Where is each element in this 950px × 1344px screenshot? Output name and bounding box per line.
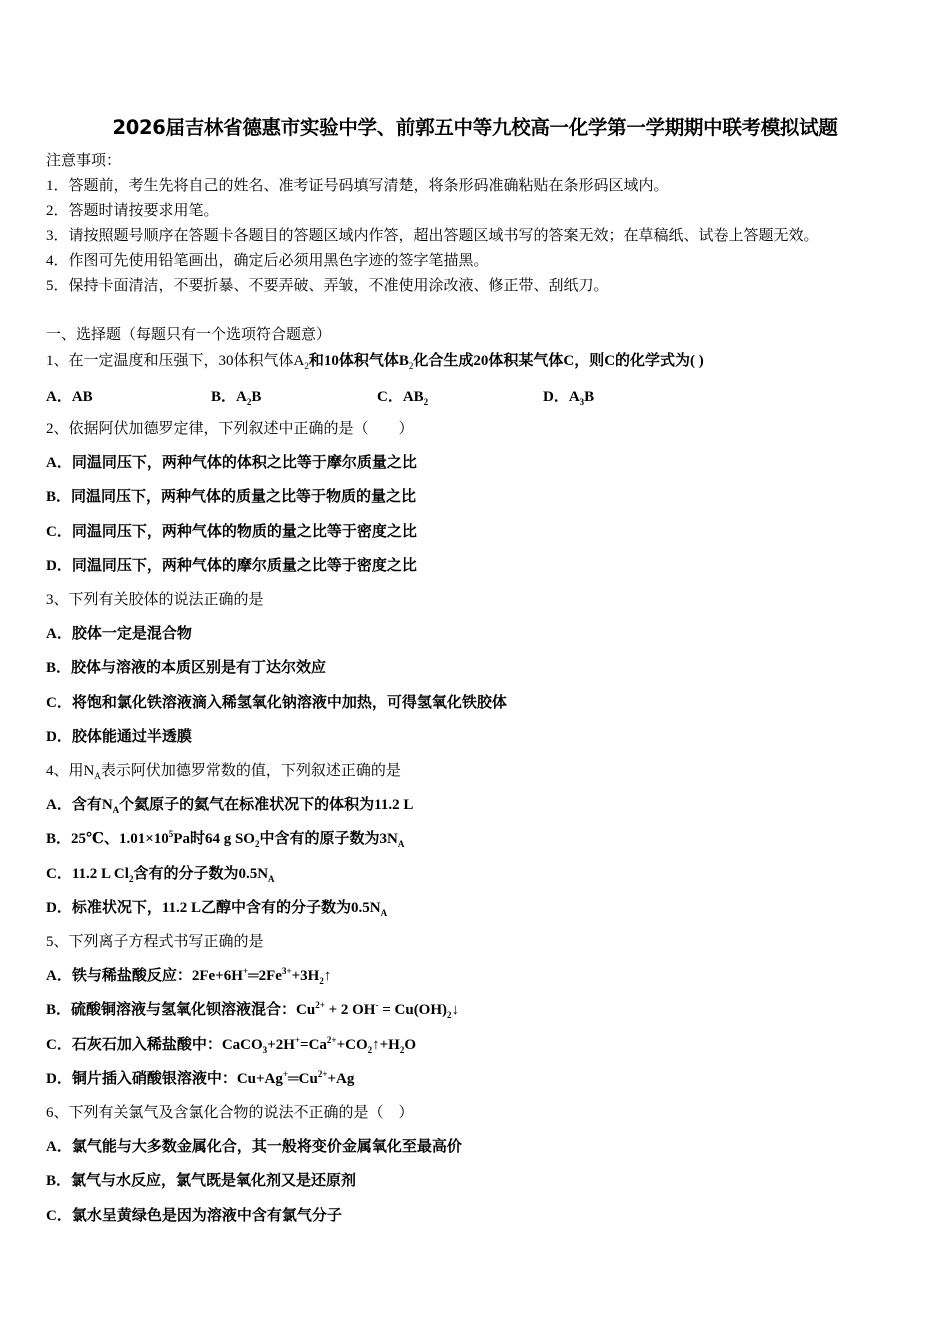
text-segment: +3H xyxy=(291,968,320,985)
text-segment: C．同温同压下，两种气体的物质的量之比等于密度之比 xyxy=(46,523,417,540)
note-item: 1．答题前，考生先将自己的姓名、准考证号码填写清楚，将条形码准确粘贴在条形码区域内。 xyxy=(46,178,669,194)
text-segment: 和10体积气体B xyxy=(308,353,409,369)
text-segment: 化合生成20体积某气体C，则C的化学式为( ) xyxy=(413,353,704,369)
text-segment: C．AB xyxy=(377,389,424,405)
question-stem xyxy=(46,761,401,781)
text-segment: = Cu(OH) xyxy=(378,1002,448,1019)
answer-option xyxy=(46,487,416,507)
text-segment: 表示阿伏加德罗常数的值，下列叙述正确的是 xyxy=(100,763,401,779)
text-segment: 中含有的原子数为3N xyxy=(259,831,398,848)
text-segment: Pa时64 g SO xyxy=(173,831,255,848)
subscript: 2 xyxy=(319,976,324,987)
text-segment: B．胶体与溶液的本质区别是有丁达尔效应 xyxy=(46,660,327,677)
text-segment: B xyxy=(584,389,595,405)
text-segment: O xyxy=(404,1036,417,1053)
supscript: + xyxy=(282,1068,289,1079)
text-segment: B．同温同压下，两种气体的质量之比等于物质的量之比 xyxy=(46,489,417,506)
note-item: 2．答题时请按要求用笔。 xyxy=(46,203,219,219)
text-segment: D．同温同压下，两种气体的摩尔质量之比等于密度之比 xyxy=(46,557,417,574)
supscript: 2+ xyxy=(317,1068,328,1079)
text-segment: ↑ xyxy=(323,968,332,985)
supscript: + xyxy=(294,1034,301,1045)
section-heading: 一、选择题（每题只有一个选项符合题意） xyxy=(46,327,332,343)
text-segment: B．A xyxy=(211,389,247,405)
text-segment: D．标准状况下，11.2 L乙醇中含有的分子数为0.5N xyxy=(46,899,381,916)
supscript: 2+ xyxy=(315,1000,325,1011)
text-segment: ↑+H xyxy=(372,1036,400,1053)
text-segment: =Ca xyxy=(300,1036,327,1053)
subscript: A xyxy=(112,805,120,816)
subscript: 3 xyxy=(262,1044,268,1055)
text-segment: C．将饱和氯化铁溶液滴入稀氢氧化钠溶液中加热，可得氢氧化铁胶体 xyxy=(46,694,507,711)
text-segment: A．胶体一定是混合物 xyxy=(46,626,192,643)
subscript: 2 xyxy=(254,839,260,850)
subscript: 2 xyxy=(304,361,309,371)
answer-option xyxy=(46,693,507,713)
answer-option xyxy=(46,966,331,986)
text-segment: A．含有N xyxy=(46,797,113,814)
answer-option xyxy=(46,1171,356,1191)
note-item: 5．保持卡面清洁，不要折暴、不要弄破、弄皱，不准使用涂改液、修正带、刮纸刀。 xyxy=(46,278,609,294)
subscript: 2 xyxy=(367,1044,373,1055)
text-segment: 2、依据阿伏加德罗定律，下列叙述中正确的是（ ） xyxy=(46,421,414,437)
text-segment: +Ag xyxy=(327,1070,355,1087)
note-item: 4．作图可先使用铅笔画出，确定后必须用黑色字迹的签字笔描黑。 xyxy=(46,253,489,269)
answer-option xyxy=(46,556,417,576)
text-segment: C．石灰石加入稀盐酸中：CaCO xyxy=(46,1036,263,1053)
note-item: 3．请按照题号顺序在答题卡各题目的答题区域内作答，超出答题区域书写的答案无效；在草稿纸、试卷上答题无效。 xyxy=(46,228,819,244)
text-segment: B xyxy=(251,389,262,405)
answer-option xyxy=(46,624,192,644)
text-segment: ═Cu xyxy=(288,1070,318,1087)
text-segment: B．硫酸铜溶液与氢氧化钡溶液混合：Cu xyxy=(46,1002,316,1019)
answer-option xyxy=(46,453,417,473)
subscript: 2 xyxy=(399,1044,405,1055)
answer-option xyxy=(46,1000,459,1020)
subscript: A xyxy=(94,771,101,781)
subscript: 2 xyxy=(423,397,429,407)
text-segment: 个氦原子的氦气在标准状况下的体积为11.2 L xyxy=(119,797,414,814)
text-segment: A．AB xyxy=(46,389,93,405)
supscript: 3+ xyxy=(281,966,292,977)
text-segment: 3、下列有关胶体的说法正确的是 xyxy=(46,592,264,608)
text-segment: 6、下列有关氯气及含氯化合物的说法不正确的是（ ） xyxy=(46,1105,414,1121)
text-segment: D．A xyxy=(543,389,580,405)
text-segment: A．氯气能与大多数金属化合，其一般将变价金属氧化至最高价 xyxy=(46,1139,462,1156)
question-stem xyxy=(46,1103,414,1123)
text-segment: 含有的分子数为0.5N xyxy=(133,865,269,882)
answer-option xyxy=(377,385,428,406)
text-segment: B．25℃、1.01×10 xyxy=(46,831,169,848)
answer-option xyxy=(46,727,192,747)
text-segment: A．同温同压下，两种气体的体积之比等于摩尔质量之比 xyxy=(46,455,417,472)
answer-option xyxy=(46,1069,354,1089)
question-stem xyxy=(46,419,414,439)
subscript: A xyxy=(397,839,405,850)
answer-option xyxy=(46,795,413,815)
text-segment: 1、在一定温度和压强下，30体积气体A xyxy=(46,353,305,369)
subscript: 2 xyxy=(447,1010,452,1021)
answer-option xyxy=(46,1035,416,1055)
subscript: A xyxy=(380,907,388,918)
text-segment: D．胶体能通过半透膜 xyxy=(46,728,192,745)
text-segment: A．铁与稀盐酸反应：2Fe+6H xyxy=(46,968,243,985)
answer-option xyxy=(46,385,93,406)
subscript: 3 xyxy=(579,397,585,407)
text-segment: B．氯气与水反应，氯气既是氧化剂又是还原剂 xyxy=(46,1173,357,1190)
answer-option xyxy=(46,1137,462,1157)
text-segment: ═2Fe xyxy=(248,968,282,985)
text-segment: ↓ xyxy=(451,1002,460,1019)
answer-option xyxy=(46,522,417,542)
supscript: 2+ xyxy=(326,1034,337,1045)
text-segment: +CO xyxy=(336,1036,368,1053)
supscript: 5 xyxy=(168,829,174,840)
answer-option xyxy=(46,829,404,849)
question-stem xyxy=(46,590,264,610)
subscript: 2 xyxy=(408,361,414,371)
text-segment: 5、下列离子方程式书写正确的是 xyxy=(46,934,264,950)
text-segment: C．11.2 L Cl xyxy=(46,865,129,882)
question-stem xyxy=(46,351,704,371)
text-segment: 4、用N xyxy=(46,763,95,779)
text-segment: D．铜片插入硝酸银溶液中：Cu+Ag xyxy=(46,1070,283,1087)
answer-option xyxy=(46,658,326,678)
subscript: 2 xyxy=(246,397,252,407)
text-segment: + 2 OH xyxy=(324,1002,376,1019)
answer-option xyxy=(46,864,275,884)
answer-option xyxy=(211,385,261,406)
text-segment: +2H xyxy=(267,1036,295,1053)
supscript: + xyxy=(242,966,249,977)
subscript: A xyxy=(268,873,275,884)
subscript: 2 xyxy=(128,873,134,884)
notes-header: 注意事项： xyxy=(46,153,122,169)
answer-option xyxy=(46,898,387,918)
answer-option xyxy=(543,385,594,406)
supscript: - xyxy=(375,1000,379,1011)
text-segment: C．氯水呈黄绿色是因为溶液中含有氯气分子 xyxy=(46,1207,342,1224)
page-title: 2026届吉林省德惠市实验中学、前郭五中等九校高一化学第一学期期中联考模拟试题 xyxy=(112,116,838,139)
answer-option xyxy=(46,1206,342,1226)
question-stem xyxy=(46,932,264,952)
